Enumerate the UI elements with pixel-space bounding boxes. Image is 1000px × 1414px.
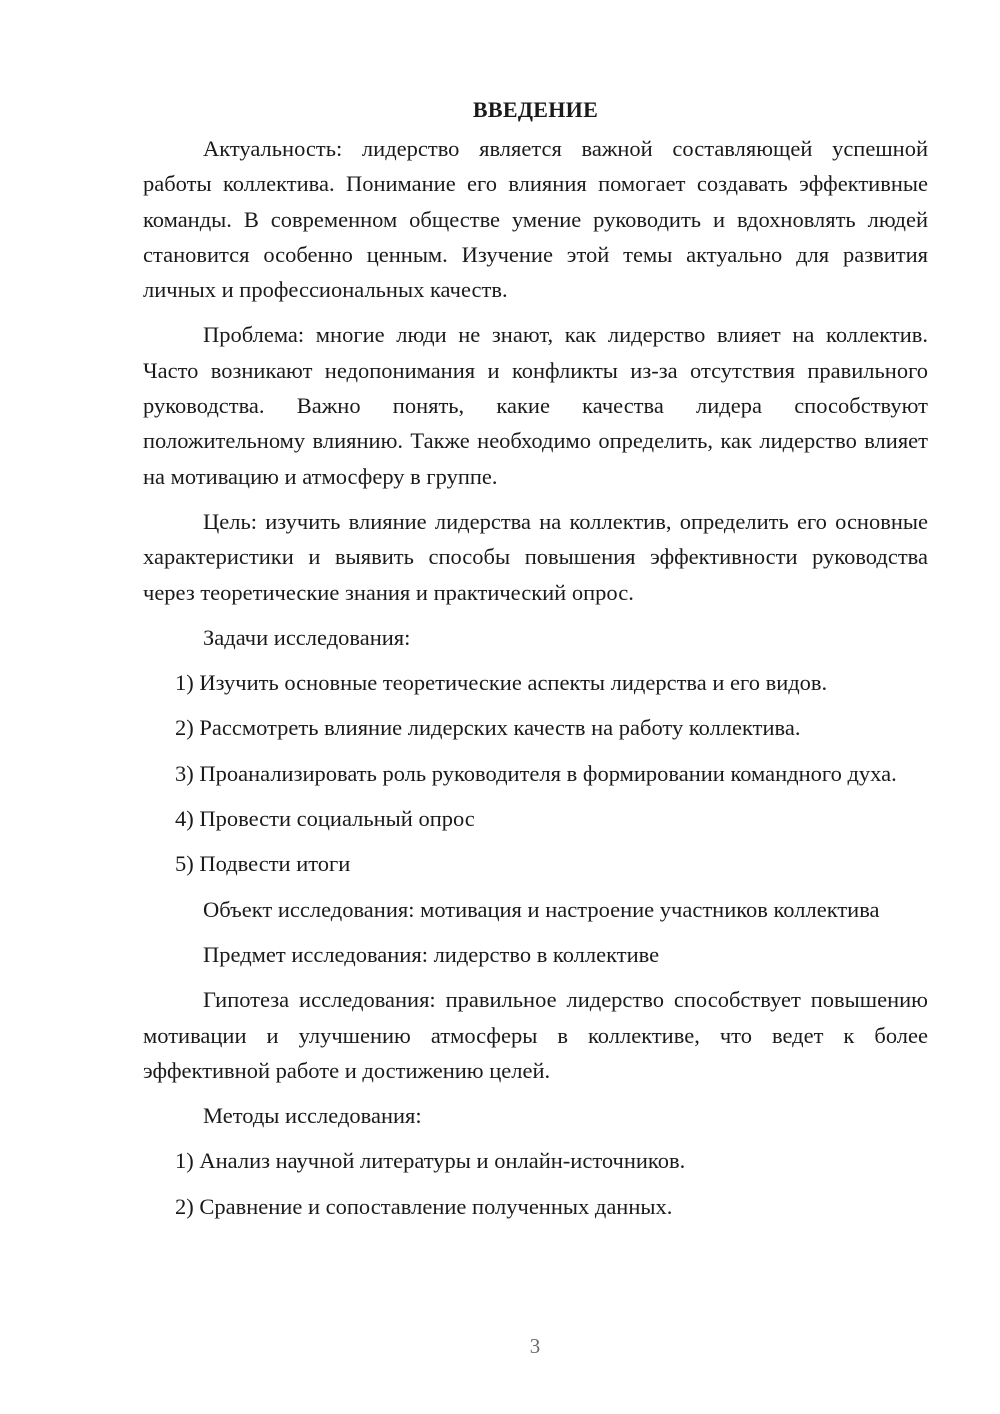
paragraph-goal: Цель: изучить влияние лидерства на коллектив, определить его основные характеристики и выявить способы повышения эффективности руководства через теоретические знания и практический опрос. [143, 508, 928, 605]
list-item: 4) Провести социальный опрос [175, 806, 475, 832]
section-heading: ВВЕДЕНИЕ [472, 97, 599, 122]
list-item: 2) Сравнение и сопоставление полученных данных. [175, 1193, 673, 1219]
paragraph-subject: Предмет исследования: лидерство в коллективе [203, 941, 660, 967]
document-page [143, 90, 928, 1234]
list-item: 1) Анализ научной литературы и онлайн-источников. [175, 1148, 686, 1174]
tasks-title: Задачи исследования: [203, 624, 411, 650]
list-item: 2) Рассмотреть влияние лидерских качеств на работу коллектива. [175, 715, 801, 741]
list-item: 3) Проанализировать роль руководителя в формировании командного духа. [175, 760, 897, 786]
list-item: 1) Изучить основные теоретические аспекты лидерства и его видов. [175, 670, 828, 696]
methods-list [143, 1143, 928, 1224]
list-item: 5) Подвести итоги [175, 851, 351, 877]
paragraph-relevance: Актуальность: лидерство является важной составляющей успешной работы коллектива. Понимание его влияния помогает создавать эффективные команды. В современном обществе умение руководить и вдохновлять людей становится особенно ценным. Изучение этой темы актуально для развития личных и профессиональных качеств. [143, 136, 928, 303]
tasks-list [143, 665, 928, 881]
methods-title: Методы исследования: [203, 1103, 422, 1129]
paragraph-problem: Проблема: многие люди не знают, как лидерство влияет на коллектив. Часто возникают недопонимания и конфликты из-за отсутствия правильного руководства. Важно понять, какие качества лидера способствуют положительному влиянию. Также необходимо определить, как лидерство влияет на мотивацию и атмосферу в группе. [143, 322, 928, 489]
paragraph-object: Объект исследования: мотивация и настроение участников коллектива [203, 896, 880, 922]
page-number: 3 [529, 1334, 541, 1358]
paragraph-hypothesis: Гипотеза исследования: правильное лидерство способствует повышению мотивации и улучшению атмосферы в коллективе, что ведет к более эффективной работе и достижению целей. [143, 987, 928, 1083]
